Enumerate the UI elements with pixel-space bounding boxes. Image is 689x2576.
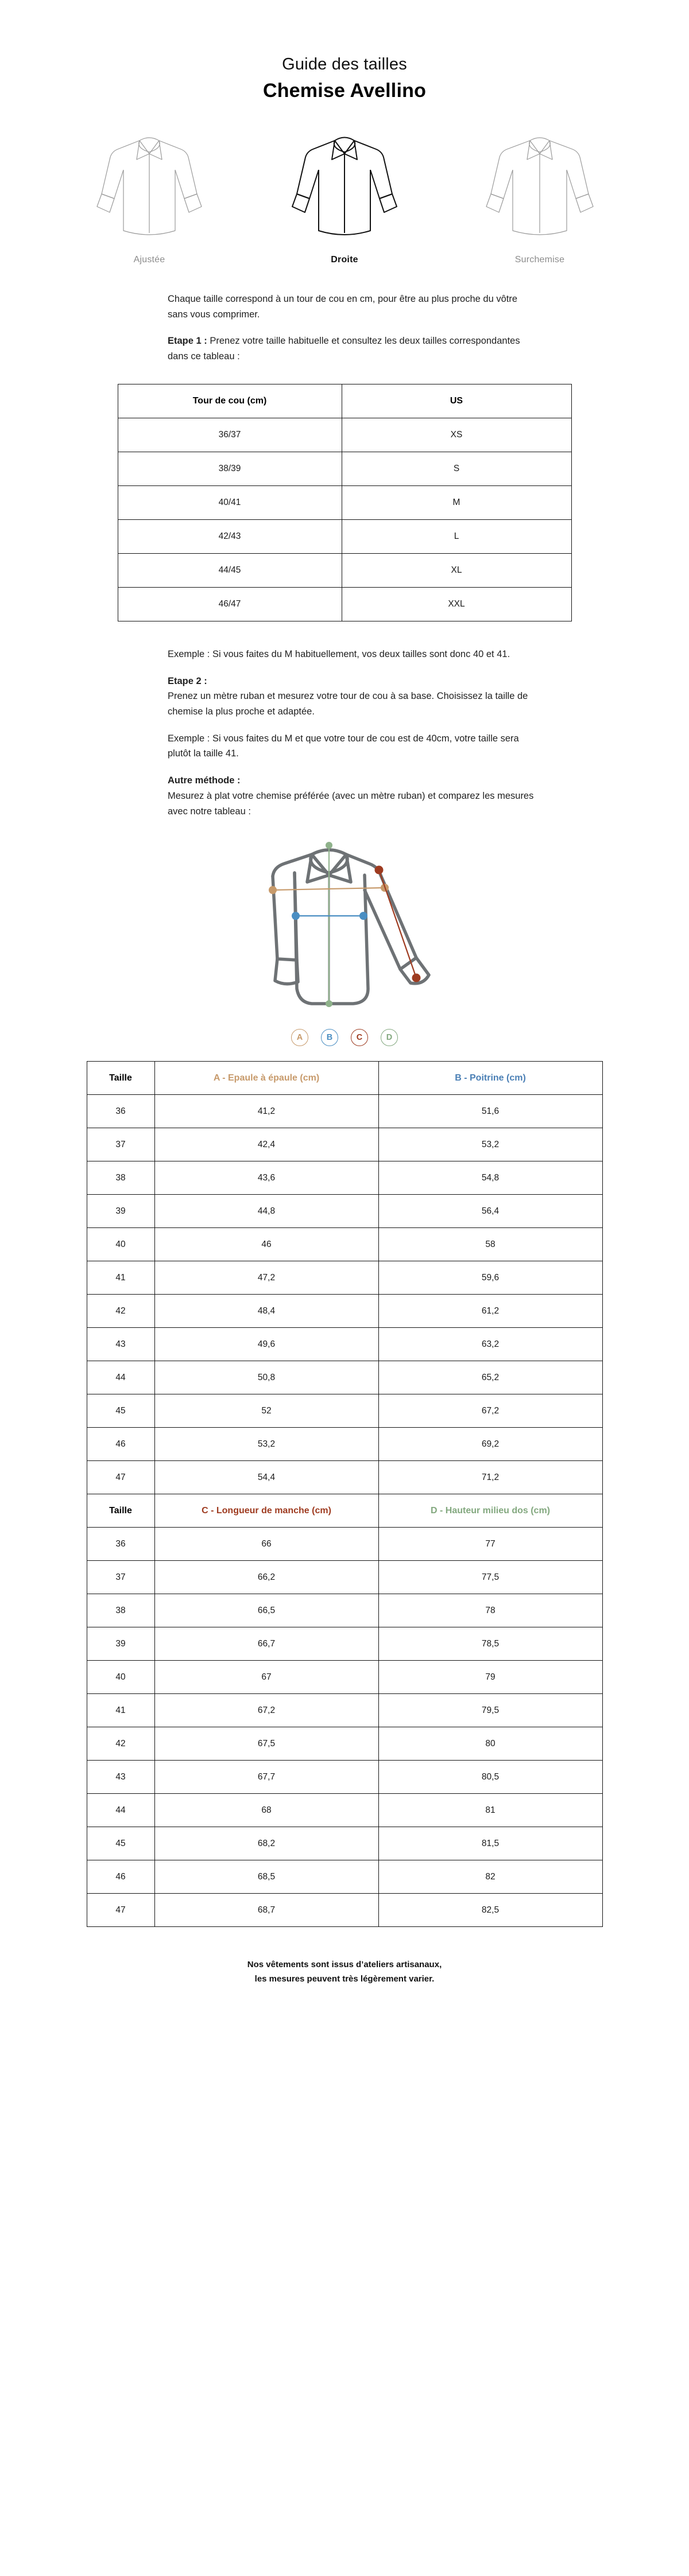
cell-c: 66,7: [154, 1627, 378, 1661]
cell-d: 79,5: [378, 1694, 602, 1727]
cell-size: 45: [87, 1394, 154, 1428]
other-method-label: Autre méthode :: [168, 775, 241, 786]
intro-step-1: [168, 333, 534, 364]
cell-b: 59,6: [378, 1261, 602, 1295]
cell-size: 40: [87, 1661, 154, 1694]
cell-b: 63,2: [378, 1328, 602, 1361]
cell-neck: 38/39: [118, 452, 342, 485]
measurement-legend: [0, 1029, 689, 1046]
cell-d: 77,5: [378, 1561, 602, 1594]
cell-d: 78,5: [378, 1627, 602, 1661]
page-kicker: Guide des tailles: [282, 55, 407, 73]
cell-b: 58: [378, 1228, 602, 1261]
cell-size: 45: [87, 1827, 154, 1860]
intro-text: [155, 292, 534, 364]
table-header-row-cd: [87, 1494, 602, 1528]
measure-col-header-size-2: Taille: [87, 1494, 154, 1528]
cell-b: 51,6: [378, 1095, 602, 1128]
cell-neck: 36/37: [118, 418, 342, 452]
table-row: [87, 1095, 602, 1128]
page-title: Chemise Avellino: [262, 80, 427, 102]
legend-badge-d: [381, 1029, 398, 1046]
cell-size: 39: [87, 1195, 154, 1228]
table-row: [87, 1827, 602, 1860]
cell-c: 68,5: [154, 1860, 378, 1894]
table-row: [87, 1128, 602, 1161]
cell-d: 81,5: [378, 1827, 602, 1860]
table-row: [87, 1195, 602, 1228]
cell-a: 44,8: [154, 1195, 378, 1228]
cell-c: 66,2: [154, 1561, 378, 1594]
table-row: [87, 1727, 602, 1761]
cell-d: 82,5: [378, 1894, 602, 1927]
table-row: [87, 1661, 602, 1694]
cell-size: 40: [87, 1228, 154, 1261]
cell-size: 38: [87, 1594, 154, 1627]
cell-size: 37: [87, 1128, 154, 1161]
table-header-row-ab: [87, 1062, 602, 1095]
legend-badge-c: [351, 1029, 368, 1046]
cell-c: 68,7: [154, 1894, 378, 1927]
cell-a: 53,2: [154, 1428, 378, 1461]
table-row: [87, 1894, 602, 1927]
table-row: [87, 1594, 602, 1627]
measure-col-header-d: D - Hauteur milieu dos (cm): [378, 1494, 602, 1528]
step-1-text: Prenez votre taille habituelle et consultez les deux tailles correspondantes dans ce tableau :: [168, 336, 520, 362]
measure-line-d: [326, 842, 332, 1007]
cell-neck: 40/41: [118, 485, 342, 519]
table-row: [118, 485, 571, 519]
table-row: [87, 1794, 602, 1827]
fit-label-ajustee: Ajustée: [133, 255, 165, 265]
cell-a: 52: [154, 1394, 378, 1428]
cell-a: 43,6: [154, 1161, 378, 1195]
cell-us: XXL: [342, 587, 571, 621]
cell-size: 39: [87, 1627, 154, 1661]
neck-table-wrap: [0, 364, 689, 621]
cell-d: 79: [378, 1661, 602, 1694]
cell-size: 43: [87, 1328, 154, 1361]
neck-table-body: [118, 418, 571, 621]
cell-size: 36: [87, 1528, 154, 1561]
table-row: [118, 587, 571, 621]
measurement-diagram: [0, 838, 689, 1046]
cell-c: 67,2: [154, 1694, 378, 1727]
measure-col-header-a: A - Epaule à épaule (cm): [154, 1062, 378, 1095]
table-header-row: [118, 384, 571, 418]
table-row: [87, 1161, 602, 1195]
cell-c: 68,2: [154, 1827, 378, 1860]
cell-a: 54,4: [154, 1461, 378, 1494]
cell-neck: 42/43: [118, 519, 342, 553]
legend-letter-c: C: [356, 1033, 363, 1043]
step-2-block: [168, 674, 534, 720]
cell-b: 67,2: [378, 1394, 602, 1428]
table-row: [87, 1528, 602, 1561]
legend-badge-a: [291, 1029, 308, 1046]
cell-size: 42: [87, 1295, 154, 1328]
table-row: [87, 1561, 602, 1594]
cell-a: 42,4: [154, 1128, 378, 1161]
cell-b: 56,4: [378, 1195, 602, 1228]
page-header: [0, 55, 689, 102]
page-footer: [0, 1958, 689, 2009]
table-row: [87, 1694, 602, 1727]
table-row: [87, 1361, 602, 1394]
cell-c: 67: [154, 1661, 378, 1694]
other-method-block: [168, 773, 534, 819]
neck-col-header-us: US: [342, 384, 571, 418]
table-row: [87, 1228, 602, 1261]
table-row: [87, 1295, 602, 1328]
shirt-overshirt-fit-icon: [454, 132, 626, 247]
shirt-slim-fit-icon: [63, 132, 235, 247]
cell-size: 41: [87, 1694, 154, 1727]
cell-neck: 46/47: [118, 587, 342, 621]
step-2-text: Prenez un mètre ruban et mesurez votre tour de cou à sa base. Choisissez la taille de chemise la plus proche et adaptée.: [168, 691, 528, 717]
fit-option-surchemise[interactable]: [454, 132, 626, 265]
cell-d: 80: [378, 1727, 602, 1761]
cell-a: 41,2: [154, 1095, 378, 1128]
cell-c: 67,5: [154, 1727, 378, 1761]
fit-options: [0, 132, 689, 265]
cell-a: 48,4: [154, 1295, 378, 1328]
cell-size: 43: [87, 1761, 154, 1794]
method-text: [155, 647, 534, 819]
cell-b: 65,2: [378, 1361, 602, 1394]
cell-us: S: [342, 452, 571, 485]
fit-label-surchemise: Surchemise: [514, 255, 565, 265]
cell-a: 47,2: [154, 1261, 378, 1295]
cell-d: 81: [378, 1794, 602, 1827]
cell-size: 36: [87, 1095, 154, 1128]
cell-us: XL: [342, 553, 571, 587]
shirt-straight-fit-icon: [258, 132, 431, 247]
cell-size: 44: [87, 1361, 154, 1394]
cell-a: 50,8: [154, 1361, 378, 1394]
table-row: [87, 1461, 602, 1494]
cell-size: 41: [87, 1261, 154, 1295]
measure-col-header-size: Taille: [87, 1062, 154, 1095]
cell-a: 49,6: [154, 1328, 378, 1361]
cell-size: 47: [87, 1461, 154, 1494]
table-row: [118, 418, 571, 452]
cell-size: 37: [87, 1561, 154, 1594]
measure-col-header-c: C - Longueur de manche (cm): [154, 1494, 378, 1528]
neck-size-table: [118, 384, 572, 621]
cell-a: 46: [154, 1228, 378, 1261]
fit-option-ajustee[interactable]: [63, 132, 235, 265]
other-method-text: Mesurez à plat votre chemise préférée (avec un mètre ruban) et comparez les mesures avec notre tableau :: [168, 790, 534, 817]
table-row: [118, 452, 571, 485]
intro-paragraph-1: Chaque taille correspond à un tour de cou en cm, pour être au plus proche du vôtre sans vous comprimer.: [168, 294, 518, 320]
example-2: Exemple : Si vous faites du M et que votre tour de cou est de 40cm, votre taille sera plutôt la taille 41.: [168, 733, 519, 759]
legend-letter-d: D: [386, 1033, 393, 1043]
step-2-label: Etape 2 :: [168, 675, 207, 686]
cell-size: 46: [87, 1860, 154, 1894]
legend-badge-b: [321, 1029, 338, 1046]
cell-us: L: [342, 519, 571, 553]
cell-size: 42: [87, 1727, 154, 1761]
cell-b: 54,8: [378, 1161, 602, 1195]
legend-letter-b: B: [326, 1033, 333, 1043]
table-row: [87, 1860, 602, 1894]
shirt-measurement-icon: [0, 838, 689, 1022]
fit-label-droite: Droite: [331, 255, 358, 265]
table-row: [87, 1428, 602, 1461]
table-row: [87, 1261, 602, 1295]
example-1: Exemple : Si vous faites du M habituellement, vos deux tailles sont donc 40 et 41.: [168, 648, 510, 659]
cell-d: 77: [378, 1528, 602, 1561]
measurements-table-body: [87, 1062, 602, 1927]
cell-size: 38: [87, 1161, 154, 1195]
table-row: [118, 519, 571, 553]
fit-option-droite[interactable]: [258, 132, 431, 265]
cell-b: 53,2: [378, 1128, 602, 1161]
table-row: [118, 553, 571, 587]
table-row: [87, 1394, 602, 1428]
cell-d: 78: [378, 1594, 602, 1627]
cell-b: 69,2: [378, 1428, 602, 1461]
cell-size: 44: [87, 1794, 154, 1827]
step-1-label: Etape 1 :: [168, 336, 207, 347]
cell-d: 80,5: [378, 1761, 602, 1794]
footer-line-2: les mesures peuvent très légèrement varier.: [254, 1973, 435, 1984]
cell-neck: 44/45: [118, 553, 342, 587]
cell-us: XS: [342, 418, 571, 452]
footer-line-1: Nos vêtements sont issus d’ateliers artisanaux,: [247, 1960, 442, 1970]
cell-size: 46: [87, 1428, 154, 1461]
cell-c: 68: [154, 1794, 378, 1827]
measure-col-header-b: B - Poitrine (cm): [378, 1062, 602, 1095]
cell-c: 66,5: [154, 1594, 378, 1627]
measure-table-wrap: [0, 1046, 689, 1927]
cell-us: M: [342, 485, 571, 519]
neck-col-header-circumference: Tour de cou (cm): [118, 384, 342, 418]
cell-b: 61,2: [378, 1295, 602, 1328]
table-row: [87, 1627, 602, 1661]
table-row: [87, 1328, 602, 1361]
cell-c: 66: [154, 1528, 378, 1561]
table-row: [87, 1761, 602, 1794]
cell-size: 47: [87, 1894, 154, 1927]
cell-d: 82: [378, 1860, 602, 1894]
legend-letter-a: A: [296, 1033, 303, 1043]
measurements-table: [87, 1061, 603, 1927]
cell-b: 71,2: [378, 1461, 602, 1494]
cell-c: 67,7: [154, 1761, 378, 1794]
